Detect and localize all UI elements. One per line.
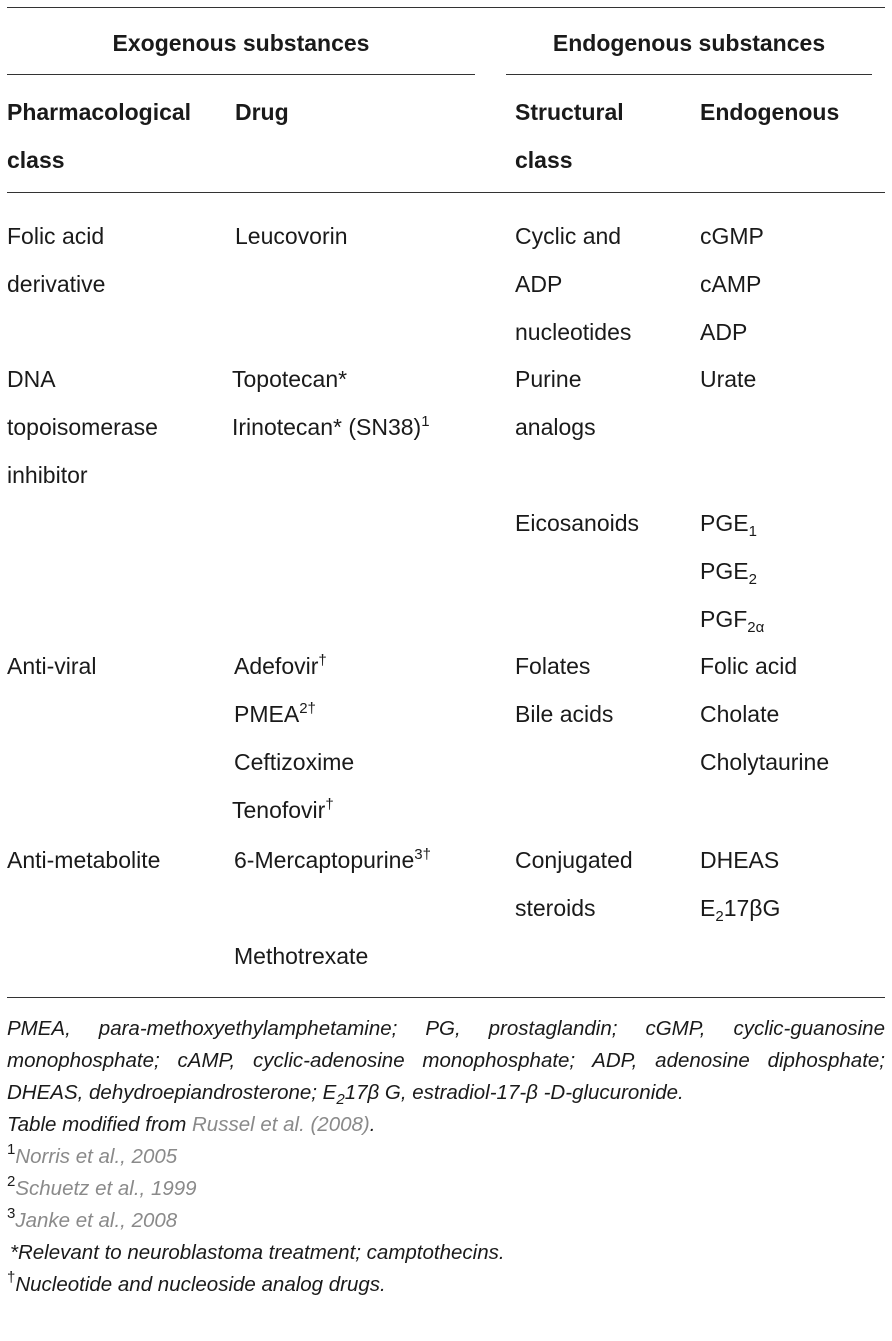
column-header-structural-class: Structural class <box>515 99 624 173</box>
table-footnotes <box>7 1013 885 1301</box>
table-row-2-endogenous: Urate <box>700 366 757 392</box>
footnote-ref-3-link[interactable]: Janke et al., 2008 <box>15 1209 178 1232</box>
table-row-5-pharm-class: Anti-metabolite <box>7 847 161 873</box>
table-source-note: Table modified from Russel et al. (2008). <box>7 1113 376 1136</box>
exogenous-group-rule <box>7 74 475 75</box>
footnote-ref-3: $^3$Janke et al., 2008 <box>7 1205 178 1232</box>
table-row-2-structural-class: Purine analogs <box>515 366 596 440</box>
table-row-2-drug: Topotecan* Irinotecan* $(SN38)^1$ <box>232 366 430 440</box>
table-row-3-structural-class: Eicosanoids <box>515 510 640 536</box>
column-header-drug: Drug <box>235 99 289 125</box>
table-row-1-structural-class: Cyclic and ADP nucleotides <box>515 223 632 345</box>
table-row-5-endogenous: DHEAS $E_217\beta G$ <box>700 847 781 925</box>
source-reference-link[interactable]: Russel et al. (2008) <box>191 1113 370 1136</box>
asterisk-note: *Relevant to neuroblastoma treatment; camptothecins. <box>10 1241 505 1264</box>
table-bottom-rule <box>7 997 885 998</box>
table-row-4-drug: Adefovir† $PMEA^{2\dagger}$ Ceftizoxime Tenofovir† <box>232 652 355 823</box>
endogenous-group-rule <box>506 74 872 75</box>
footnote-ref-2-link[interactable]: Schuetz et al., 1999 <box>15 1177 197 1200</box>
table-row-1-pharm-class: Folic acid derivative <box>7 223 106 297</box>
table-row-3-endogenous: $PGE_1$ $PGE_2$ $PGF_{2\alpha}$ <box>700 510 765 636</box>
table-row-1-endogenous: cGMP cAMP ADP <box>700 223 764 345</box>
table-top-rule <box>7 7 885 8</box>
footnote-ref-1-link[interactable]: Norris et al., 2005 <box>15 1145 178 1168</box>
group-header-exogenous: Exogenous substances <box>112 30 370 56</box>
column-header-endogenous: Endogenous <box>700 99 840 125</box>
footnote-ref-1: $^1$Norris et al., 2005 <box>7 1141 178 1168</box>
footnote-ref-2: $^2$Schuetz et al., 1999 <box>7 1173 197 1200</box>
abbreviations-note: PMEA, para-methoxyethylamphetamine; PG, prostaglandin; cGMP, cyclic-guanosine monophosphate; cAMP, cyclic-adenosine monophosphate; ADP, adenosine diphosphate; DHEAS, dehydroepiandrosterone; $E_217\beta$ G, estradiol-17-β -D-glucuronide. <box>7 1017 885 1108</box>
table-row-4-structural-class: Folates Bile acids <box>515 653 614 727</box>
table-row-4-endogenous: Folic acid Cholate Cholytaurine <box>700 653 830 775</box>
dagger-note: †Nucleotide and nucleoside analog drugs. <box>7 1269 386 1296</box>
group-header-endogenous: Endogenous substances <box>552 30 826 56</box>
table-row-4-pharm-class: Anti-viral <box>7 653 97 679</box>
column-header-pharmacological-class: Pharmacological class <box>7 99 192 173</box>
table-row-1-drug: Leucovorin <box>235 223 348 249</box>
table-row-5-structural-class: Conjugated steroids <box>515 847 633 921</box>
table-row-2-pharm-class: DNA topoisomerase inhibitor <box>7 366 158 488</box>
table-row-5-drug: 6-Mercaptopurine$^{3\dagger}$ Methotrexate <box>234 846 431 969</box>
header-bottom-rule <box>7 192 885 193</box>
